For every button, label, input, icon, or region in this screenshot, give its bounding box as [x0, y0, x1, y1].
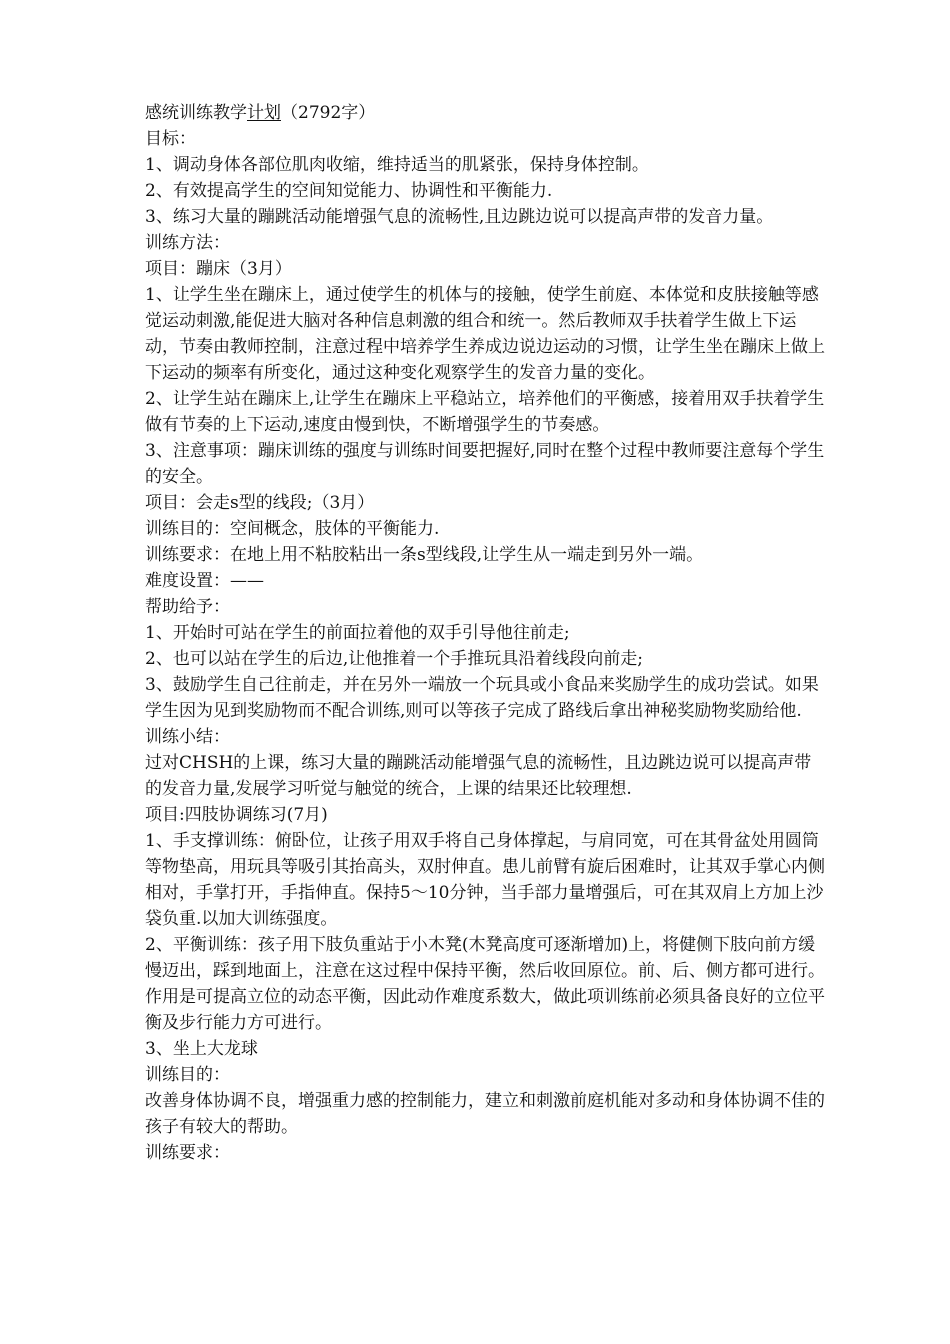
summary-text: 过对CHSH的上课，练习大量的蹦跳活动能增强气息的流畅性，且边跳边说可以提高声带的发音力量,发展学习听觉与触觉的统合，上课的结果还比较理想. — [145, 753, 812, 799]
document-title — [145, 100, 825, 126]
s-line-difficulty: 难度设置：—— — [145, 571, 264, 591]
ball-requirement-heading: 训练要求： — [145, 1143, 230, 1163]
trampoline-item-1: 1、让学生坐在蹦床上，通过使学生的机体与的接触，使学生前庭、本体觉和皮肤接触等感觉运动刺激,能促进大脑对各种信息刺激的组合和统一。然后教师双手扶着学生做上下运动，节奏由教师控制，注意过程中培养学生养成边说边运动的习惯，让学生坐在蹦床上做上下运动的频率有所变化，通过这种变化观察学生的发音力量的变化。 — [145, 285, 825, 383]
goal-item-1: 1、调动身体各部位肌肉收缩，维持适当的肌紧张，保持身体控制。 — [145, 155, 649, 175]
help-item-1: 1、开始时可站在学生的前面拉着他的双手引导他往前走; — [145, 623, 570, 643]
s-line-purpose: 训练目的：空间概念，肢体的平衡能力. — [145, 519, 440, 539]
summary-heading: 训练小结： — [145, 727, 230, 747]
title-suffix: （2792字） — [281, 103, 376, 123]
trampoline-item-3: 3、注意事项：蹦床训练的强度与训练时间要把握好,同时在整个过程中教师要注意每个学生的安全。 — [145, 441, 825, 487]
goal-item-3: 3、练习大量的蹦跳活动能增强气息的流畅性,且边跳边说可以提高声带的发音力量。 — [145, 207, 774, 227]
help-item-3: 3、鼓励学生自己往前走，并在另外一端放一个玩具或小食品来奖励学生的成功尝试。如果学生因为见到奖励物而不配合训练,则可以等孩子完成了路线后拿出神秘奖励物奖励给他. — [145, 675, 819, 721]
help-heading: 帮助给予： — [145, 597, 230, 617]
limb-item-3: 3、坐上大龙球 — [145, 1039, 258, 1059]
goal-heading: 目标： — [145, 129, 196, 149]
method-heading: 训练方法： — [145, 233, 230, 253]
ball-purpose-heading: 训练目的： — [145, 1065, 230, 1085]
title-prefix: 感统训练教学 — [145, 103, 247, 123]
title-link[interactable]: 计划 — [247, 103, 281, 123]
trampoline-item-2: 2、让学生站在蹦床上,让学生在蹦床上平稳站立，培养他们的平衡感，接着用双手扶着学生做有节奏的上下运动,速度由慢到快，不断增强学生的节奏感。 — [145, 389, 825, 435]
project-limb-coordination: 项目:四肢协调练习(7月) — [145, 805, 328, 825]
limb-item-2: 2、平衡训练：孩子用下肢负重站于小木凳(木凳高度可逐渐增加)上，将健侧下肢向前方缓慢迈出，踩到地面上，注意在这过程中保持平衡，然后收回原位。前、后、侧方都可进行。作用是可提高立位的动态平衡，因此动作难度系数大，做此项训练前必须具备良好的立位平衡及步行能力方可进行。 — [145, 935, 825, 1033]
project-trampoline: 项目：蹦床（3月） — [145, 259, 292, 279]
document-page — [145, 100, 825, 1166]
help-item-2: 2、也可以站在学生的后边,让他推着一个手推玩具沿着线段向前走; — [145, 649, 643, 669]
limb-item-1: 1、手支撑训练：俯卧位，让孩子用双手将自己身体撑起，与肩同宽，可在其骨盆处用圆筒等物垫高，用玩具等吸引其抬高头，双肘伸直。患儿前臂有旋后困难时，让其双手掌心内侧相对，手掌打开，手指伸直。保持5～10分钟，当手部力量增强后，可在其双肩上方加上沙袋负重.以加大训练强度。 — [145, 831, 825, 929]
project-s-line: 项目：会走s型的线段;（3月） — [145, 493, 375, 513]
ball-purpose-text: 改善身体协调不良，增强重力感的控制能力，建立和刺激前庭机能对多动和身体协调不佳的孩子有较大的帮助。 — [145, 1091, 825, 1137]
goal-item-2: 2、有效提高学生的空间知觉能力、协调性和平衡能力. — [145, 181, 553, 201]
s-line-requirement: 训练要求：在地上用不粘胶粘出一条s型线段,让学生从一端走到另外一端。 — [145, 545, 704, 565]
